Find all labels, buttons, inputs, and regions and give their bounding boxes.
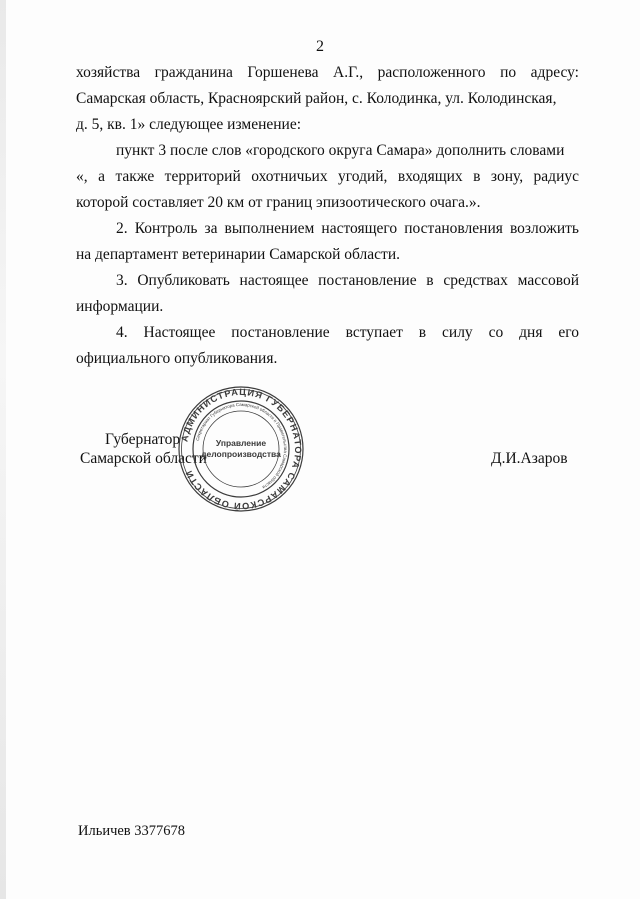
executor-contact: Ильичев 3377678: [78, 823, 186, 839]
text-line: 2. Контроль за выполнением настоящего постановления возложить: [116, 220, 579, 237]
text-line: 3. Опубликовать настоящее постановление в средствах массовой: [116, 272, 579, 289]
text-line: пункт 3 после слов «городского округа Самара» дополнить словами: [116, 142, 565, 159]
paragraph-continuation: [76, 60, 579, 138]
paragraph-item-3: [76, 268, 579, 320]
stamp-center-line-1: Управление: [215, 438, 267, 448]
text-line: 4. Настоящее постановление вступает в силу со дня его: [116, 324, 579, 341]
official-stamp: [176, 384, 306, 514]
paragraph-amendment: [76, 138, 579, 216]
text-line: которой составляет 20 км от границ эпизоотического очага.».: [76, 194, 481, 211]
stamp-center-line-2: делопроизводства: [201, 449, 281, 459]
signatory-name: Д.И.Азаров: [491, 450, 568, 467]
text-line: на департамент ветеринарии Самарской области.: [76, 246, 400, 263]
signatory-title-line-2: Самарской области: [80, 450, 207, 467]
text-line: Самарская область, Красноярский район, с. Колодинка, ул. Колодинская,: [76, 90, 557, 107]
scan-edge: [0, 0, 6, 899]
text-line: д. 5, кв. 1» следующее изменение:: [76, 116, 302, 133]
text-line: хозяйства гражданина Горшенева А.Г., расположенного по адресу:: [76, 64, 579, 81]
text-line: официального опубликования.: [76, 350, 278, 367]
text-line: «, а также территорий охотничьих угодий, входящих в зону, радиус: [76, 168, 579, 185]
paragraph-item-4: [76, 320, 579, 372]
page-number: 2: [316, 38, 324, 55]
paragraph-item-2: [76, 216, 579, 268]
stamp-outer-text: АДМИНИСТРАЦИЯ ГУБЕРНАТОРА САМАРСКОЙ ОБЛАСТИ: [179, 386, 304, 512]
stamp-inner-text: Секретариат Губернатора Самарской области и Правительства Самарской области: [194, 401, 289, 490]
signatory-title-line-1: Губернатор: [105, 431, 181, 448]
text-line: информации.: [76, 298, 164, 315]
